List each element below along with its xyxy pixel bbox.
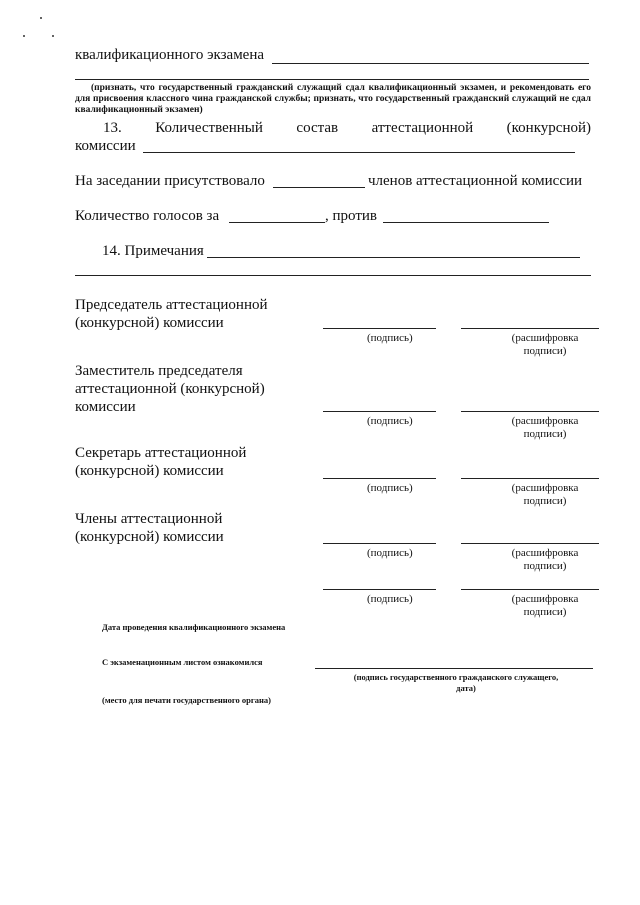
decode-line: [461, 589, 599, 590]
decode-line: [461, 478, 599, 479]
decode-caption: (расшифровка подписи): [511, 547, 579, 572]
attendance-suffix: членов аттестационной комиссии: [368, 173, 583, 189]
role-line: Председатель аттестационной: [75, 297, 268, 313]
scan-speck: [23, 35, 25, 37]
decode-caption: (расшифровка подписи): [511, 482, 579, 507]
exam-result-line-2: [75, 79, 589, 80]
signature-caption: (подпись): [367, 415, 413, 427]
commission-composition-line: [143, 152, 575, 153]
role-line: аттестационной (конкурсной): [75, 381, 265, 397]
votes-against-line: [383, 222, 549, 223]
notes-line-1: [207, 257, 580, 258]
decode-line: [461, 328, 599, 329]
role-line: (конкурсной) комиссии: [75, 315, 224, 331]
acquainted-signature-line: [315, 668, 593, 669]
notes-line-2: [75, 275, 591, 276]
decode-caption: (расшифровка подписи): [511, 593, 579, 618]
signature-caption: (подпись): [367, 593, 413, 605]
signature-caption: (подпись): [367, 547, 413, 559]
acquainted-label: С экзаменационным листом ознакомился: [102, 657, 263, 667]
decode-caption: (расшифровка подписи): [511, 332, 579, 357]
item13-word-3: аттестационной: [371, 120, 474, 136]
stamp-place-label: (место для печати государственного органа): [102, 695, 271, 705]
signature-line: [323, 478, 436, 479]
signature-line: [323, 411, 436, 412]
scan-speck: [52, 35, 54, 37]
item13-line2: комиссии: [75, 138, 136, 154]
attendance-prefix: На заседании присутствовало: [75, 173, 265, 189]
item13-number: 13.: [103, 120, 122, 136]
signature-line: [323, 543, 436, 544]
signature-line: [323, 328, 436, 329]
item14-label: 14. Примечания: [102, 243, 204, 259]
exam-result-note: (признать, что государственный гражданский служащий сдал квалификационный экзамен, и рекомендовать его для присвоения классного чина гражданской службы; признать, что государственный гражданский служащий не сдал квалификационный экзамен): [75, 83, 591, 115]
signature-line: [323, 589, 436, 590]
votes-for-label: Количество голосов за: [75, 208, 220, 224]
item13-word-4: (конкурсной): [506, 120, 591, 136]
votes-against-label: , против: [325, 208, 377, 224]
signatory-deputy-chair: [75, 362, 265, 416]
acquainted-caption: (подпись государственного гражданского служащего, дата): [353, 672, 559, 693]
signature-caption: (подпись): [367, 482, 413, 494]
decode-line: [461, 411, 599, 412]
role-line: комиссии: [75, 399, 136, 415]
votes-for-line: [229, 222, 325, 223]
attendance-count-line: [273, 187, 365, 188]
decode-line: [461, 543, 599, 544]
signature-caption: (подпись): [367, 332, 413, 344]
scan-speck: [40, 17, 42, 19]
decode-caption: (расшифровка подписи): [511, 415, 579, 440]
exam-date-label: Дата проведения квалификационного экзамена: [102, 622, 286, 632]
exam-label: квалификационного экзамена: [75, 47, 265, 63]
signatory-secretary: [75, 444, 246, 480]
role-line: (конкурсной) комиссии: [75, 529, 224, 545]
exam-result-line: [272, 63, 589, 64]
role-line: Члены аттестационной: [75, 511, 223, 527]
role-line: (конкурсной) комиссии: [75, 463, 224, 479]
role-line: Заместитель председателя: [75, 363, 243, 379]
signatory-chair: [75, 296, 268, 332]
item13-word-1: Количественный: [155, 120, 263, 136]
item13-word-2: состав: [296, 120, 339, 136]
item13-heading: [75, 119, 591, 137]
signatory-members: [75, 510, 224, 546]
role-line: Секретарь аттестационной: [75, 445, 247, 461]
